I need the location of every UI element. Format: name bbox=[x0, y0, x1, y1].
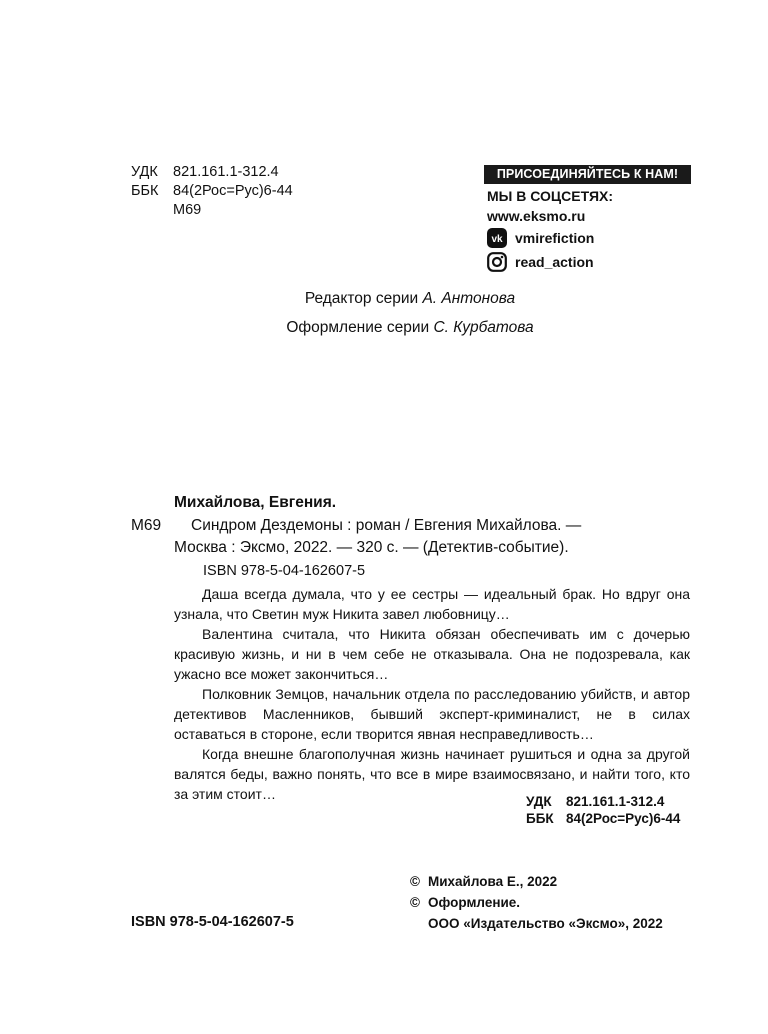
join-us-banner: ПРИСОЕДИНЯЙТЕСЬ К НАМ! bbox=[484, 165, 691, 184]
vk-icon-graphic bbox=[487, 228, 507, 248]
annotation bbox=[174, 584, 690, 804]
copyright-design bbox=[410, 893, 520, 913]
top-udk-label: УДК bbox=[131, 164, 158, 180]
top-bbk-value: 84(2Рос=Рус)6-44 bbox=[173, 183, 293, 199]
series-design bbox=[0, 318, 768, 338]
annotation-paragraph: Валентина считала, что Никита обязан обеспечивать им с дочерью красивую жизнь, и ни в чем себе не отказывала. Она не подозревала, как ужасно все может закончиться… bbox=[174, 626, 690, 682]
footer-isbn: ISBN 978-5-04-162607-5 bbox=[131, 914, 294, 930]
social-heading: МЫ В СОЦСЕТЯХ: bbox=[487, 188, 614, 204]
series-editor-prefix: Редактор серии bbox=[304, 290, 419, 307]
copyright-design-text: Оформление. bbox=[428, 895, 521, 910]
bottom-bbk bbox=[526, 809, 680, 828]
series-design-name: С. Курбатова bbox=[433, 319, 534, 336]
bottom-bbk-label: ББК bbox=[526, 811, 554, 826]
website-link[interactable]: www.eksmo.ru bbox=[487, 208, 586, 224]
series-editor bbox=[0, 289, 768, 309]
vk-icon-glyph: vk bbox=[491, 234, 503, 245]
series-editor-name: А. Антонова bbox=[422, 290, 516, 307]
bottom-bbk-value: 84(2Рос=Рус)6-44 bbox=[566, 811, 681, 826]
bib-isbn: ISBN 978-5-04-162607-5 bbox=[203, 563, 366, 579]
instagram-icon-graphic bbox=[487, 252, 507, 272]
bib-mark: М69 bbox=[131, 517, 162, 534]
vk-handle[interactable]: vmirefiction bbox=[515, 230, 595, 246]
instagram-icon[interactable] bbox=[487, 252, 507, 272]
top-bbk-label: ББК bbox=[131, 183, 159, 199]
series-design-prefix: Оформление серии bbox=[286, 319, 430, 336]
instagram-handle[interactable]: read_action bbox=[515, 254, 594, 270]
copyright-publisher: ООО «Издательство «Эксмо», 2022 bbox=[428, 916, 663, 931]
copyright-symbol: © bbox=[410, 874, 420, 889]
annotation-paragraph: Когда внешне благополучная жизнь начинает рушиться и одна за другой валятся беды, важно понять, что все в мире взаимосвязано, и найти того, кто за этим стоит… bbox=[174, 746, 690, 802]
annotation-paragraph: Полковник Земцов, начальник отдела по расследованию убийств, и автор детективов Масленников, бывший эксперт-криминалист, не в силах оставаться в стороне, если творится явная несправедливость… bbox=[174, 686, 690, 742]
top-author-mark: М69 bbox=[173, 202, 202, 218]
author-heading: Михайлова, Евгения. bbox=[174, 494, 337, 511]
bottom-udk-value: 821.161.1-312.4 bbox=[566, 794, 665, 809]
top-bbk bbox=[131, 182, 293, 201]
vk-icon[interactable] bbox=[487, 228, 507, 248]
bib-title-line: Синдром Дездемоны : роман / Евгения Михайлова. — bbox=[191, 517, 582, 534]
copyright-symbol: © bbox=[410, 895, 420, 910]
annotation-paragraph: Даша всегда думала, что у ее сестры — идеальный брак. Но вдруг она узнала, что Светин муж Никита завел любовницу… bbox=[174, 586, 690, 622]
copyright-author-text: Михайлова Е., 2022 bbox=[428, 874, 558, 889]
bottom-udk-label: УДК bbox=[526, 794, 552, 809]
copyright-author bbox=[410, 872, 557, 892]
bib-imprint-line: Москва : Эксмо, 2022. — 320 с. — (Детектив-событие). bbox=[174, 539, 569, 556]
top-udk bbox=[131, 163, 279, 182]
top-udk-value: 821.161.1-312.4 bbox=[173, 164, 279, 180]
